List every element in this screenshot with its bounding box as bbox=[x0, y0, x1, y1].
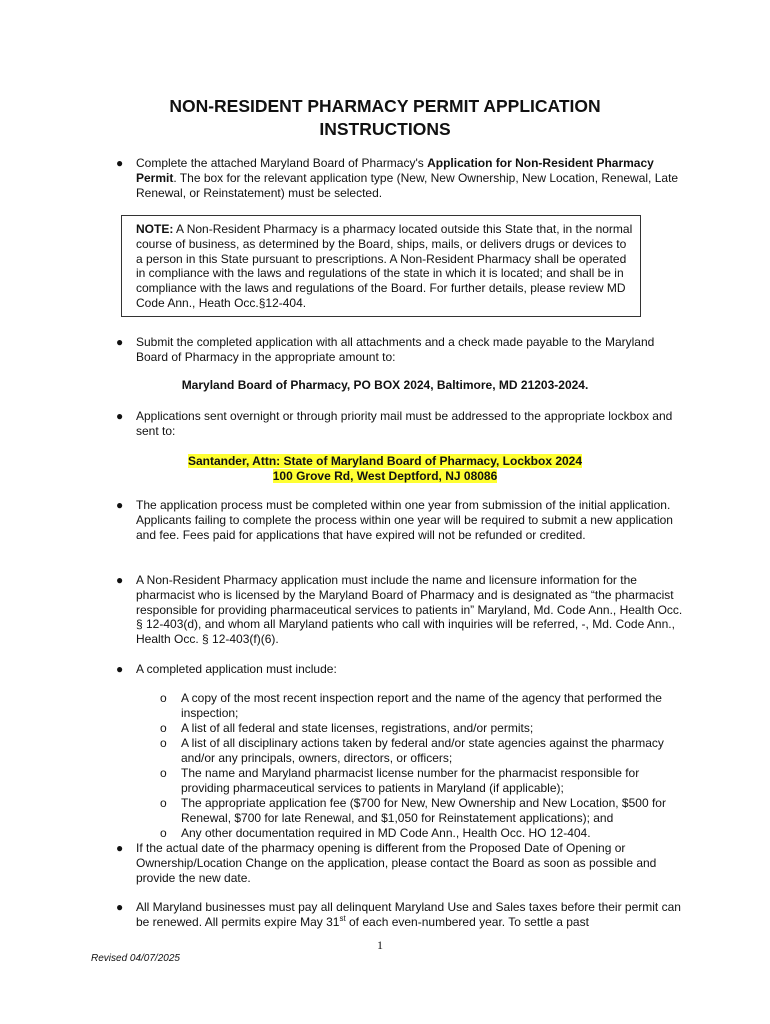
instruction-item-4: The application process must be completed within one year from submission of the initial application. Applicants failing to complete the process within one year will be required to submit a new application and fee. Fees paid for applications that have expired will not be refunded or credited. bbox=[136, 498, 673, 542]
lockbox-address-line2: 100 Grove Rd, West Deptford, NJ 08086 bbox=[272, 469, 498, 483]
page-title-line2: INSTRUCTIONS bbox=[319, 119, 451, 139]
mailing-address: Maryland Board of Pharmacy, PO BOX 2024, Baltimore, MD 21203-2024. bbox=[181, 378, 589, 392]
instruction-item-7: If the actual date of the pharmacy opening is different from the Proposed Date of Opening or Ownership/Location Change on the application, please contact the Board as soon as possible and provide the new date. bbox=[136, 841, 657, 885]
sub-bullet: o bbox=[160, 766, 167, 780]
bullet: ● bbox=[116, 409, 124, 423]
page-title-line1: NON-RESIDENT PHARMACY PERMIT APPLICATION bbox=[169, 96, 601, 116]
sub-bullet: o bbox=[160, 721, 167, 735]
sub-bullet: o bbox=[160, 796, 167, 810]
bullet: ● bbox=[116, 900, 124, 914]
note-text: NOTE: A Non-Resident Pharmacy is a pharmacy located outside this State that, in the normal course of business, as determined by the Board, ships, mails, or delivers drugs or devices to a person in this State pursuant to prescriptions. A Non-Resident Pharmacy shall be operated in compliance with the laws and regulations of the state in which it is located; and shall be in compliance with the laws and regulations of the Board. For further details, please review MD Code Ann., Heath Occ.§12-404. bbox=[136, 222, 633, 310]
instruction-item-2: Submit the completed application with all attachments and a check made payable to the Maryland Board of Pharmacy in the appropriate amount to: bbox=[136, 335, 655, 364]
instruction-item-8: All Maryland businesses must pay all delinquent Maryland Use and Sales taxes before their permit can be renewed. All permits expire May 31st of each even-numbered year. To settle a past bbox=[136, 900, 681, 929]
requirement-item: A copy of the most recent inspection report and the name of the agency that performed the inspection; bbox=[181, 691, 662, 720]
sub-bullet: o bbox=[160, 691, 167, 705]
bullet: ● bbox=[116, 335, 124, 349]
instruction-item-1: Complete the attached Maryland Board of Pharmacy's Application for Non-Resident Pharmacy Permit. The box for the relevant application type (New, New Ownership, New Location, Renewal, Late Renewal, or Reinstatement) must be selected. bbox=[136, 156, 679, 200]
bullet: ● bbox=[116, 573, 124, 587]
requirement-item: Any other documentation required in MD Code Ann., Health Occ. HO 12-404. bbox=[181, 826, 591, 840]
instruction-item-3: Applications sent overnight or through priority mail must be addressed to the appropriate lockbox and sent to: bbox=[136, 409, 673, 438]
page-number: 1 bbox=[377, 938, 383, 952]
bullet: ● bbox=[116, 841, 124, 855]
bullet: ● bbox=[116, 156, 124, 170]
sub-bullet: o bbox=[160, 736, 167, 750]
instruction-item-6: A completed application must include: bbox=[136, 662, 337, 676]
requirement-item: A list of all disciplinary actions taken by federal and/or state agencies against the pharmacy and/or any principals, owners, directors, or officers; bbox=[181, 736, 664, 765]
bullet: ● bbox=[116, 662, 124, 676]
requirement-item: The name and Maryland pharmacist license number for the pharmacist responsible for providing pharmaceutical services to patients in Maryland (if applicable); bbox=[181, 766, 640, 795]
requirement-item: The appropriate application fee ($700 for New, New Ownership and New Location, $500 for Renewal, $700 for late Renewal, and $1,050 for Reinstatement applications); and bbox=[181, 796, 666, 825]
lockbox-address-line1: Santander, Attn: State of Maryland Board of Pharmacy, Lockbox 2024 bbox=[187, 454, 583, 468]
requirement-item: A list of all federal and state licenses, registrations, and/or permits; bbox=[181, 721, 534, 735]
revision-date: Revised 04/07/2025 bbox=[91, 953, 180, 964]
bullet: ● bbox=[116, 498, 124, 512]
sub-bullet: o bbox=[160, 826, 167, 840]
instruction-item-5: A Non-Resident Pharmacy application must include the name and licensure information for the pharmacist who is licensed by the Maryland Board of Pharmacy and is designated as “the pharmacist responsible for providing pharmaceutical services to patients in” Maryland, Md. Code Ann., Health Occ. § 12-403(d), and whom all Maryland patients who call with inquiries will be referred, -, Md. Code Ann., Health Occ. § 12-403(f)(6). bbox=[136, 573, 683, 647]
